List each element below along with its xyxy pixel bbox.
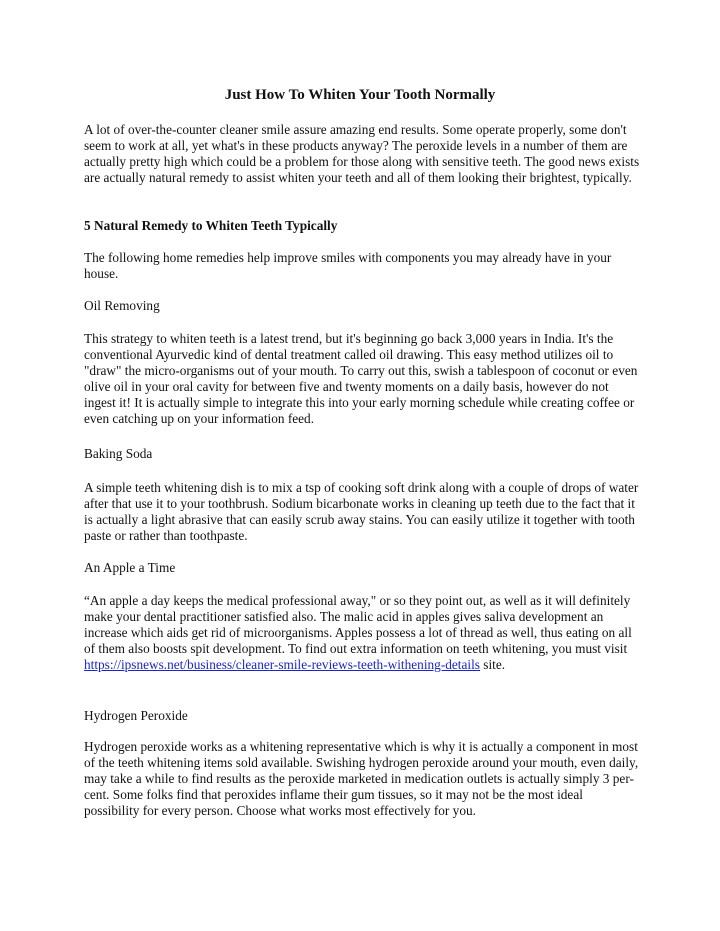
article-link[interactable]: https://ipsnews.net/business/cleaner-smile-reviews-teeth-withening-details (84, 657, 480, 672)
section-intro-paragraph: The following home remedies help improve smiles with components you may already have in your house. (84, 250, 612, 281)
oil-paragraph: This strategy to whiten teeth is a latest trend, but it's beginning go back 3,000 years in India. It's the conventional Ayurvedic kind of dental treatment called oil drawing. This easy method utilizes oil to "draw" the micro-organisms out of your mouth. To carry out this, swish a tablespoon of coconut or even olive oil in your oral cavity for between five and twenty moments on a daily basis, however do not ingest it! It is actually simple to integrate this into your early morning schedule while creating coffee or even catching up on your information feed. (84, 331, 638, 426)
apple-heading: An Apple a Time (84, 560, 176, 575)
intro-paragraph: A lot of over-the-counter cleaner smile assure amazing end results. Some operate properly, some don't seem to work at all, yet what's in these products anyway? The peroxide levels in a number of them are actually pretty high which could be a problem for those along with sensitive teeth. The good news exists are actually natural remedy to assist whiten your teeth and all of them looking their brightest, typically. (84, 122, 640, 185)
oil-heading: Oil Removing (84, 298, 160, 313)
peroxide-heading: Hydrogen Peroxide (84, 708, 188, 723)
section-heading: 5 Natural Remedy to Whiten Teeth Typically (84, 218, 338, 233)
apple-paragraph-text: “An apple a day keeps the medical professional away," or so they point out, as well as it will definitely make your dental practitioner satisfied also. The malic acid in apples gives saliva development an increase which aids get rid of microorganisms. Apples possess a lot of thread as well, thus eating on all of them also boosts spit development. To find out extra information on teeth whitening, you must visit (84, 593, 632, 656)
peroxide-paragraph: Hydrogen peroxide works as a whitening representative which is why it is actually a component in most of the teeth whitening items sold available. Swishing hydrogen peroxide around your mouth, even daily, may take a while to find results as the peroxide marketed in medication outlets is actually simply 3 per-cent. Some folks find that peroxides inflame their gum tissues, so it may not be the most ideal possibility for every person. Choose what works most effectively for you. (84, 739, 639, 818)
baking-soda-paragraph: A simple teeth whitening dish is to mix a tsp of cooking soft drink along with a couple of drops of water after that use it to your toothbrush. Sodium bicarbonate works in cleaning up teeth due to the fact that it is actually a light abrasive that can easily scrub away stains. You can easily utilize it together with tooth paste or rather than toothpaste. (84, 480, 639, 543)
document-title: Just How To Whiten Your Tooth Normally (224, 87, 496, 103)
baking-soda-heading: Baking Soda (84, 446, 153, 461)
apple-paragraph (84, 593, 640, 673)
apple-paragraph-tail: site. (479, 657, 506, 672)
